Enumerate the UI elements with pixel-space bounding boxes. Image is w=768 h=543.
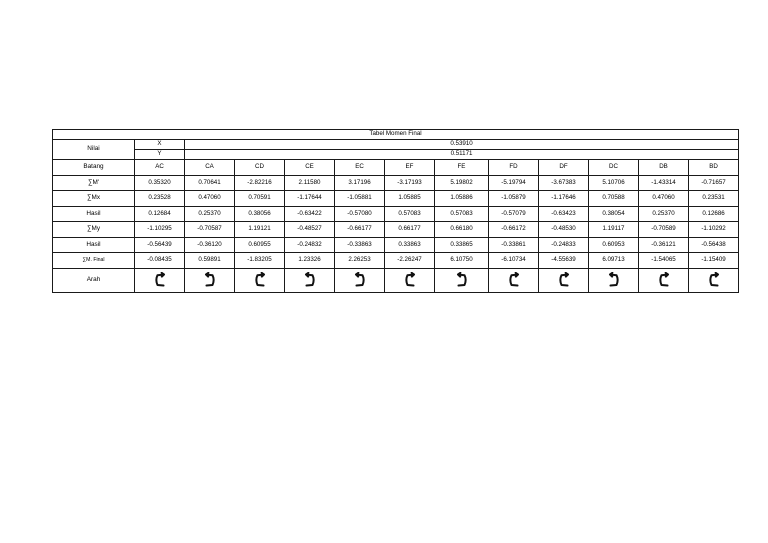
arah-cell: [689, 268, 739, 292]
table-cell: 0.66177: [385, 222, 435, 238]
table-cell: 2.26253: [335, 253, 385, 269]
nilai-label: Nilai: [53, 140, 135, 160]
table-cell: 0.70588: [589, 191, 639, 207]
table-row: [53, 191, 739, 207]
row-label: ∑M. Final: [53, 253, 135, 269]
table-cell: 1.23326: [285, 253, 335, 269]
table-cell: -0.66172: [489, 222, 539, 238]
table-cell: 5.10706: [589, 175, 639, 191]
batang-label: Batang: [53, 160, 135, 176]
x-label: X: [135, 140, 185, 150]
arah-cell: [335, 268, 385, 292]
table-cell: -0.36120: [185, 237, 235, 253]
table-cell: 1.05885: [385, 191, 435, 207]
counterclockwise-arrow-icon: [153, 272, 167, 288]
table-cell: -6.10734: [489, 253, 539, 269]
table-cell: -0.24833: [539, 237, 589, 253]
x-value: 0.53910: [185, 140, 739, 150]
table-cell: -1.15409: [689, 253, 739, 269]
moment-table: [52, 129, 739, 293]
table-cell: 0.38054: [589, 206, 639, 222]
table-cell: -0.56439: [135, 237, 185, 253]
column-header: FD: [489, 160, 539, 176]
arah-cell: [539, 268, 589, 292]
arah-cell: [489, 268, 539, 292]
table-cell: 1.05886: [435, 191, 489, 207]
arah-cell: [235, 268, 285, 292]
table-cell: 0.70641: [185, 175, 235, 191]
table-row: [53, 175, 739, 191]
table-cell: 3.17196: [335, 175, 385, 191]
table-cell: -1.83205: [235, 253, 285, 269]
row-label: ∑Mx: [53, 191, 135, 207]
table-row: [53, 237, 739, 253]
table-cell: -0.56438: [689, 237, 739, 253]
counterclockwise-arrow-icon: [657, 272, 671, 288]
table-cell: -4.55639: [539, 253, 589, 269]
table-cell: 0.12684: [135, 206, 185, 222]
y-value: 0.51171: [185, 150, 739, 160]
table-cell: 0.47060: [639, 191, 689, 207]
row-label: Hasil: [53, 206, 135, 222]
arah-cell: [435, 268, 489, 292]
table-cell: -0.48527: [285, 222, 335, 238]
table-cell: 0.12686: [689, 206, 739, 222]
column-header: DB: [639, 160, 689, 176]
table-cell: -0.57079: [489, 206, 539, 222]
table-cell: -2.26247: [385, 253, 435, 269]
arah-cell: [589, 268, 639, 292]
row-label: Hasil: [53, 237, 135, 253]
counterclockwise-arrow-icon: [403, 272, 417, 288]
column-header: CD: [235, 160, 285, 176]
clockwise-arrow-icon: [303, 272, 317, 288]
counterclockwise-arrow-icon: [707, 272, 721, 288]
table-cell: -0.33863: [335, 237, 385, 253]
table-cell: 0.66180: [435, 222, 489, 238]
table-cell: -1.05879: [489, 191, 539, 207]
clockwise-arrow-icon: [455, 272, 469, 288]
clockwise-arrow-icon: [353, 272, 367, 288]
table-cell: -1.10295: [135, 222, 185, 238]
table-cell: 0.25370: [185, 206, 235, 222]
table-cell: -2.82216: [235, 175, 285, 191]
table-cell: -0.33861: [489, 237, 539, 253]
table-cell: -3.67383: [539, 175, 589, 191]
table-cell: -0.70589: [639, 222, 689, 238]
table-cell: -0.70587: [185, 222, 235, 238]
table-cell: 6.10750: [435, 253, 489, 269]
table-cell: 0.35320: [135, 175, 185, 191]
table-cell: 1.19117: [589, 222, 639, 238]
table-cell: 0.47060: [185, 191, 235, 207]
arah-cell: [639, 268, 689, 292]
table-cell: -1.17646: [539, 191, 589, 207]
table-cell: 0.25370: [639, 206, 689, 222]
table-cell: -1.17644: [285, 191, 335, 207]
table-cell: -0.08435: [135, 253, 185, 269]
y-label: Y: [135, 150, 185, 160]
table-row: [53, 206, 739, 222]
arah-cell: [185, 268, 235, 292]
table-cell: 5.19802: [435, 175, 489, 191]
table-title: Tabel Momen Final: [53, 130, 739, 140]
table-cell: 0.23531: [689, 191, 739, 207]
table-cell: -5.19794: [489, 175, 539, 191]
table-cell: -0.71657: [689, 175, 739, 191]
table-cell: 0.57083: [435, 206, 489, 222]
row-label: ∑M': [53, 175, 135, 191]
arah-cell: [285, 268, 335, 292]
column-header: DC: [589, 160, 639, 176]
table-cell: -0.66177: [335, 222, 385, 238]
clockwise-arrow-icon: [203, 272, 217, 288]
column-header: BD: [689, 160, 739, 176]
table-row: [53, 222, 739, 238]
arah-cell: [385, 268, 435, 292]
table-cell: 2.11580: [285, 175, 335, 191]
table-row: [53, 253, 739, 269]
table-cell: -1.54065: [639, 253, 689, 269]
arah-cell: [135, 268, 185, 292]
table-cell: 0.33863: [385, 237, 435, 253]
table-cell: -0.36121: [639, 237, 689, 253]
table-cell: 0.60953: [589, 237, 639, 253]
table-cell: 0.60955: [235, 237, 285, 253]
row-label: ∑My: [53, 222, 135, 238]
table-cell: 0.23528: [135, 191, 185, 207]
column-header: CE: [285, 160, 335, 176]
arah-row: [53, 268, 739, 292]
table-cell: -0.63423: [539, 206, 589, 222]
table-cell: -0.57080: [335, 206, 385, 222]
table-cell: 0.33865: [435, 237, 489, 253]
column-header: AC: [135, 160, 185, 176]
table-cell: 0.57083: [385, 206, 435, 222]
counterclockwise-arrow-icon: [253, 272, 267, 288]
clockwise-arrow-icon: [607, 272, 621, 288]
counterclockwise-arrow-icon: [557, 272, 571, 288]
table-cell: 6.09713: [589, 253, 639, 269]
arah-label: Arah: [53, 268, 135, 292]
column-header: DF: [539, 160, 589, 176]
table-cell: -1.43314: [639, 175, 689, 191]
table-cell: 0.70591: [235, 191, 285, 207]
table-cell: -0.24832: [285, 237, 335, 253]
counterclockwise-arrow-icon: [507, 272, 521, 288]
column-header: EF: [385, 160, 435, 176]
table-cell: -3.17193: [385, 175, 435, 191]
table-cell: 0.59891: [185, 253, 235, 269]
column-header: EC: [335, 160, 385, 176]
table-cell: -0.63422: [285, 206, 335, 222]
column-header: CA: [185, 160, 235, 176]
table-cell: -0.48530: [539, 222, 589, 238]
column-header: FE: [435, 160, 489, 176]
table-cell: 1.19121: [235, 222, 285, 238]
table-cell: 0.38056: [235, 206, 285, 222]
table-cell: -1.05881: [335, 191, 385, 207]
table-cell: -1.10292: [689, 222, 739, 238]
